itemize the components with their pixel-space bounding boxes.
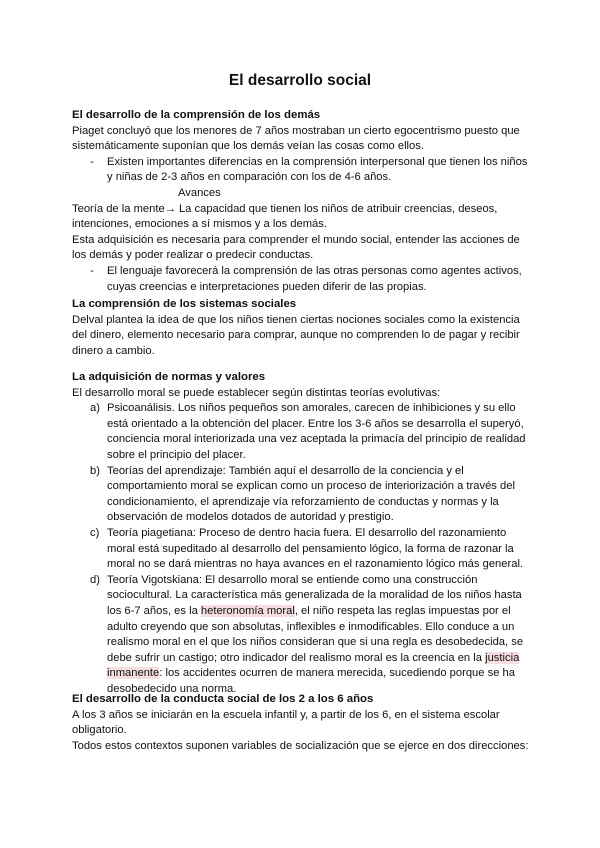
section-heading: La comprensión de los sistemas sociales: [72, 298, 297, 310]
paragraph-line: obligatorio.: [72, 724, 127, 737]
list-line: moral no se dará mientras no haya avances en el razonamiento lógico más general.: [107, 558, 524, 571]
list-line: adulto creyendo que son absolutas, inflexibles e inmodificables. Ello conduce a un: [107, 620, 515, 633]
bullet-line: y niñas de 2-3 años en comparación con los de 4-6 años.: [107, 171, 392, 184]
section-comprension-demas: [72, 108, 532, 295]
paragraph-line: Delval plantea la idea de que los niños tienen ciertas nociones sociales como la existencia: [72, 313, 520, 326]
list-line: sociocultural. La característica más generalizada de la moralidad de los niños hasta: [107, 589, 522, 602]
paragraph-line: sistemáticamente suponían que los demás veían las cosas como ellos.: [72, 140, 424, 153]
text-run: debe sufrir un castigo; otro indicador del realismo moral es la creencia en la: [107, 651, 486, 664]
list-item-b: [72, 464, 532, 526]
bullet-item: [72, 264, 532, 295]
paragraph-line: los demás y poder realizar o predecir conductas.: [72, 249, 314, 262]
list-line: Teoría Vigotskiana: El desarrollo moral se entiende como una construcción: [107, 573, 478, 586]
paragraph-line: El desarrollo moral se puede establecer según distintas teorías evolutivas:: [72, 386, 441, 399]
text-run: los 6-7 años, es la: [107, 604, 201, 617]
bullet-line: Existen importantes diferencias en la comprensión interpersonal que tienen los niños: [107, 155, 528, 168]
paragraph-line: Teoría de la mente→ La capacidad que tienen los niños de atribuir creencias, deseos,: [72, 202, 498, 215]
text-run: : los accidentes ocurren de manera merecida, sucediendo porque se ha: [159, 667, 515, 680]
list-line: [107, 651, 532, 667]
list-line: sobre el principio del placer.: [107, 448, 246, 461]
paragraph-line: A los 3 años se iniciarán en la escuela infantil y, a partir de los 6, en el sistema escolar: [72, 708, 500, 721]
list-marker: c): [90, 526, 100, 539]
dash-bullet-icon: -: [90, 155, 94, 168]
list-line: condicionamiento, el aprendizaje vía reforzamiento de conductas y normas y la: [107, 495, 499, 508]
highlight-inmanente: inmanente: [107, 667, 160, 680]
paragraph-line: del dinero, elemento necesario para comprar, aunque no comprenden lo de pagar y recibir: [72, 329, 520, 342]
section-heading: El desarrollo de la conducta social de los 2 a los 6 años: [72, 693, 374, 705]
paragraph-line: Piaget concluyó que los menores de 7 años mostraban un cierto egocentrismo puesto que: [72, 124, 520, 137]
list-line: comportamiento moral se explican como un proceso de interiorización a través del: [107, 480, 515, 493]
avances-note: Avances: [178, 186, 221, 199]
list-marker: d): [90, 573, 100, 586]
list-line: está orientado a la obtención del placer. Entre los 3-6 años se desarrolla el superyó,: [107, 417, 524, 430]
list-item-a: [72, 401, 532, 463]
list-marker: a): [90, 402, 100, 415]
section-sistemas-sociales: [72, 297, 532, 359]
highlight-heteronomia: heteronomía moral: [200, 604, 295, 617]
list-line: [107, 666, 532, 682]
bullet-item: [72, 155, 532, 186]
list-item-c: [72, 526, 532, 573]
list-line: moral está supeditado al desarrollo del pensamiento lógico, la forma de razonar la: [107, 542, 514, 555]
list-line: desobedecido una norma.: [107, 682, 237, 695]
list-line: [107, 604, 532, 620]
paragraph-line: Todos estos contextos suponen variables de socialización que se ejerce en dos direcciones:: [72, 739, 529, 752]
section-heading: La adquisición de normas y valores: [72, 371, 266, 383]
section-heading: El desarrollo de la comprensión de los demás: [72, 109, 321, 121]
list-marker: b): [90, 464, 100, 477]
list-line: Psicoanálisis. Los niños pequeños son amorales, carecen de inhibiciones y su ello: [107, 402, 516, 415]
paragraph-line: intenciones, emociones a sí mismos y a los demás.: [72, 218, 327, 231]
list-line: conciencia moral interiorizada una vez aceptada la primacía del principio de realidad: [107, 433, 526, 446]
bullet-line: cuyas creencias e interpretaciones pueden diferir de las propias.: [107, 280, 427, 293]
list-line: Teorías del aprendizaje: También aquí el desarrollo de la conciencia y el: [107, 464, 464, 477]
dash-bullet-icon: -: [90, 264, 94, 277]
page-title: El desarrollo social: [228, 72, 372, 89]
list-line: Teoría piagetiana: Proceso de dentro hacia fuera. El desarrollo del razonamiento: [107, 526, 507, 539]
section-normas-valores: [72, 370, 532, 697]
list-item-d: [72, 573, 532, 698]
bullet-line: El lenguaje favorecerá la comprensión de las otras personas como agentes activos,: [107, 264, 522, 277]
paragraph-line: Esta adquisición es necesaria para comprender el mundo social, entender las acciones de: [72, 233, 520, 246]
list-line: realismo moral en el que los niños consideran que si una regla es desobedecida, se: [107, 636, 524, 649]
paragraph-line: dinero a cambio.: [72, 344, 155, 357]
list-line: observación de modelos dotados de autoridad y prestigio.: [107, 511, 394, 524]
section-conducta-social: [72, 692, 532, 754]
text-run: , el niño respeta las reglas impuestas por el: [294, 604, 511, 617]
highlight-justicia: justicia: [485, 651, 520, 664]
